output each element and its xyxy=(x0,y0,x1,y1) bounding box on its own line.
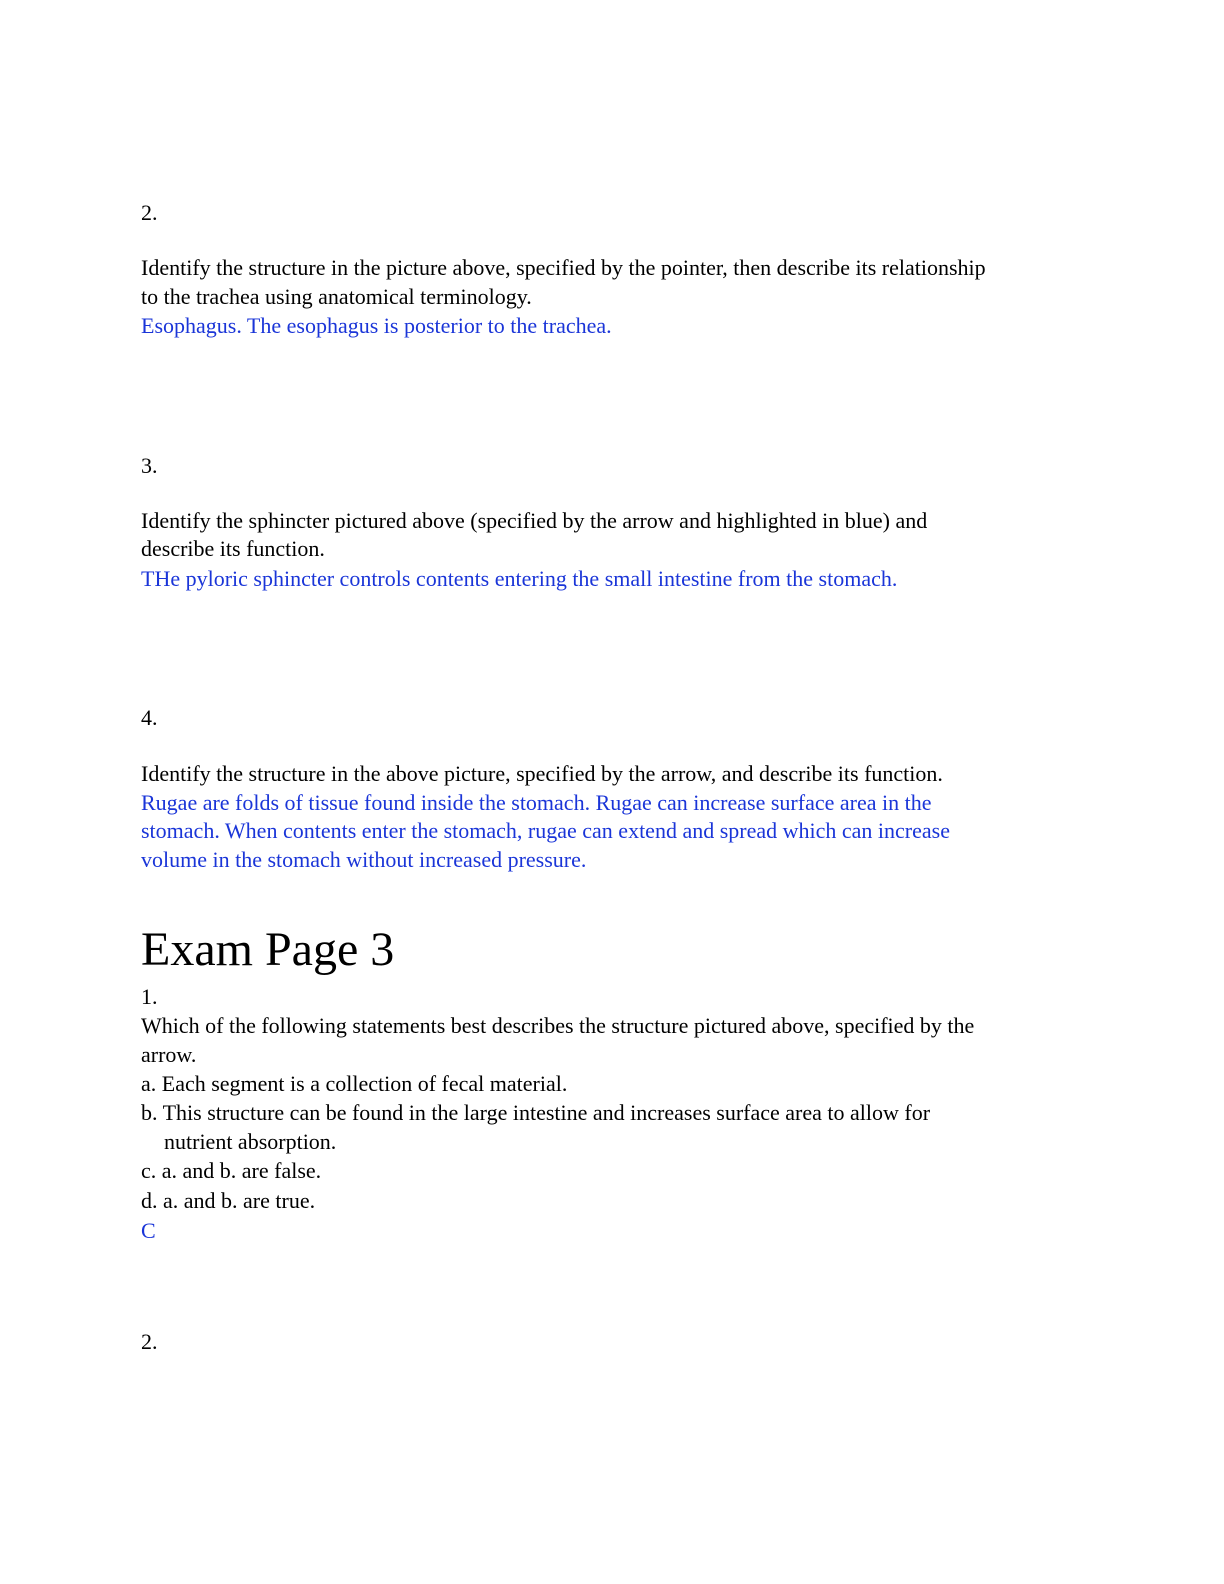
page3-question-1-number: 1. xyxy=(141,984,158,1009)
question-4-answer-line-3: volume in the stomach without increased pressure. xyxy=(141,847,587,872)
question-4-answer-line-1: Rugae are folds of tissue found inside the stomach. Rugae can increase surface area in the xyxy=(141,790,932,815)
page3-question-1-prompt-line-2: arrow. xyxy=(141,1042,197,1067)
question-2-answer: Esophagus. The esophagus is posterior to the trachea. xyxy=(141,313,612,338)
question-2-number: 2. xyxy=(141,200,158,225)
question-4-number: 4. xyxy=(141,705,158,730)
page3-question-1-option-c: c. a. and b. are false. xyxy=(141,1158,322,1183)
page3-question-1-answer: C xyxy=(141,1218,156,1243)
page3-question-2-number: 2. xyxy=(141,1329,158,1354)
question-2-prompt-line-2: to the trachea using anatomical terminology. xyxy=(141,284,532,309)
section-heading: Exam Page 3 xyxy=(141,923,395,976)
question-3-prompt-line-1: Identify the sphincter pictured above (specified by the arrow and highlighted in blue) and xyxy=(141,508,928,533)
question-3-prompt-line-2: describe its function. xyxy=(141,536,325,561)
page3-question-1-option-b-line-2: nutrient absorption. xyxy=(164,1129,337,1154)
page3-question-1-option-b-line-1: b. This structure can be found in the large intestine and increases surface area to allow for xyxy=(141,1100,931,1125)
question-4-answer-line-2: stomach. When contents enter the stomach, rugae can extend and spread which can increase xyxy=(141,818,950,843)
page3-question-1-option-a: a. Each segment is a collection of fecal material. xyxy=(141,1071,568,1096)
page3-question-1-option-d: d. a. and b. are true. xyxy=(141,1188,316,1213)
question-2-prompt-line-1: Identify the structure in the picture above, specified by the pointer, then describe its relationship xyxy=(141,255,986,280)
page3-question-1-prompt-line-1: Which of the following statements best describes the structure pictured above, specified by the xyxy=(141,1013,975,1038)
question-3-answer: THe pyloric sphincter controls contents entering the small intestine from the stomach. xyxy=(141,566,898,591)
question-4-prompt: Identify the structure in the above picture, specified by the arrow, and describe its function. xyxy=(141,761,943,786)
question-3-number: 3. xyxy=(141,453,158,478)
